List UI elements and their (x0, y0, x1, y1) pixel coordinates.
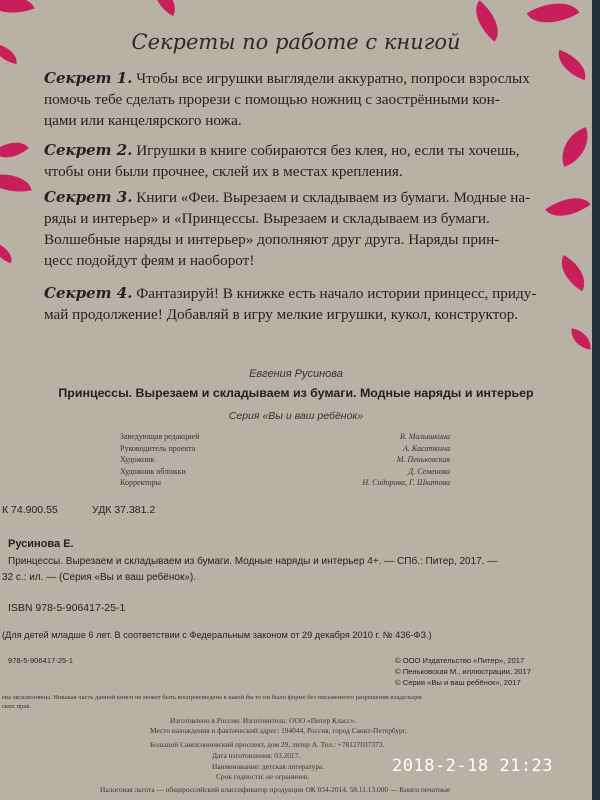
udk-code: УДК 37.381.2 (92, 504, 156, 516)
imprint-line: Наименование: детская литература. (212, 762, 325, 771)
credit-row: Художник обложки Д. Семенова (120, 466, 450, 476)
secret-4: Секрет 4. Фантазируй! В книжке есть начало истории принцесс, приду- май продолжение! Добавляй в игру мелкие игрушки, кукол, конструктор. (44, 284, 537, 323)
imprint-line: Налоговая льгота — общероссийский классификатор продукции ОК 034-2014, 58.11.13.000 — Книги печатные (100, 785, 451, 794)
age-note: (Для детей младше 6 лет. В соответствии с Федеральным законом от 29 декабря 2010 г. № 436-ФЗ.) (2, 630, 432, 640)
bbk-code: К 74.900.55 (2, 504, 58, 516)
catalog-author: Русинова Е. (8, 538, 74, 550)
secret-label: Секрет 2. (44, 141, 133, 159)
rights-line: ева эксклюзивны. Никакая часть данной книги не может быть воспроизведена в какой бы то ни было форме без письменного разрешения владельцев (2, 694, 422, 701)
copyright-line: © ООО Издательство «Питер», 2017 (395, 656, 525, 665)
decorative-leaf-icon (147, 0, 183, 16)
credit-row: Корректоры Н. Сидорова, Г. Шкатова (120, 478, 450, 487)
secret-3: Секрет 3. Книги «Феи. Вырезаем и складываем из бумаги. Модные на- ряды и интерьер» и «Принцессы. Вырезаем и складываем из бумаги. Волшебные наряды и интерьер» дополняют друг друга. Наряды прин- цесс подойдут феям и наоборот! (44, 188, 531, 269)
imprint-line: Изготовлено в России. Изготовитель: ООО «Питер Класс». (170, 716, 357, 725)
imprint-line: Срок годности: не ограничен. (216, 772, 310, 781)
decorative-leaf-icon (0, 169, 32, 198)
photo-timestamp: 2018-2-18 21:23 (392, 756, 554, 776)
credits-list (120, 432, 450, 490)
secret-1: Секрет 1. Чтобы все игрушки выглядели аккуратно, попроси взрослых помочь тебе сделать прорези с помощью ножниц с заострёнными кон- цами или канцелярского ножа. (44, 69, 530, 129)
cover-edge (592, 0, 600, 800)
secret-label: Секрет 4. (44, 284, 133, 302)
credit-row: Руководитель проекта А. Касаткина (120, 443, 450, 453)
page-heading: Секреты по работе с книгой (131, 30, 461, 54)
decorative-leaf-icon (0, 0, 35, 22)
isbn: ISBN 978-5-906417-25-1 (8, 602, 126, 614)
catalog-line: Принцессы. Вырезаем и складываем из бумаги. Модные наряды и интерьер 4+. — СПб.: Питер, 2017. — (8, 556, 498, 567)
book-title: Принцессы. Вырезаем и складываем из бумаги. Модные наряды и интерьер (58, 386, 534, 400)
decorative-leaf-icon (554, 127, 592, 167)
imprint-line: Дата изготовления: 03.2017. (212, 751, 301, 760)
credit-row: Художник М. Пеньковская (120, 455, 450, 464)
decorative-leaf-icon (553, 50, 592, 80)
secret-2: Секрет 2. Игрушки в книге собираются без клея, но, если ты хочешь, чтобы они были прочнее, склей их в местах крепления. (44, 141, 520, 180)
copyright-line: © Серия «Вы и ваш ребёнок», 2017 (395, 678, 521, 687)
credit-row: Заведующая редакцией В. Малышкина (120, 432, 450, 441)
decorative-leaf-icon (0, 243, 16, 264)
secret-label: Секрет 3. (44, 188, 133, 206)
catalog-line: 32 с.: ил. — (Серия «Вы и ваш ребёнок»). (2, 572, 196, 583)
secret-label: Секрет 1. (44, 69, 133, 87)
isbn-small: 978-5-906417-25-1 (8, 656, 74, 665)
imprint-line: Место нахождения и фактический адрес: 194044, Россия, город Санкт-Петербург, (150, 726, 407, 735)
imprint-line: Большой Сампсониевский проспект, дом 29, литер А. Тел.: +78127037373. (150, 740, 385, 749)
copyright-line: © Пеньковская М., иллюстрации, 2017 (395, 667, 531, 676)
decorative-leaf-icon (553, 255, 592, 291)
decorative-leaf-icon (569, 328, 592, 350)
decorative-leaf-icon (0, 133, 29, 168)
series-name: Серия «Вы и ваш ребёнок» (228, 410, 364, 422)
rights-line: ских прав. (2, 703, 32, 710)
author-name: Евгения Русинова (249, 368, 343, 380)
